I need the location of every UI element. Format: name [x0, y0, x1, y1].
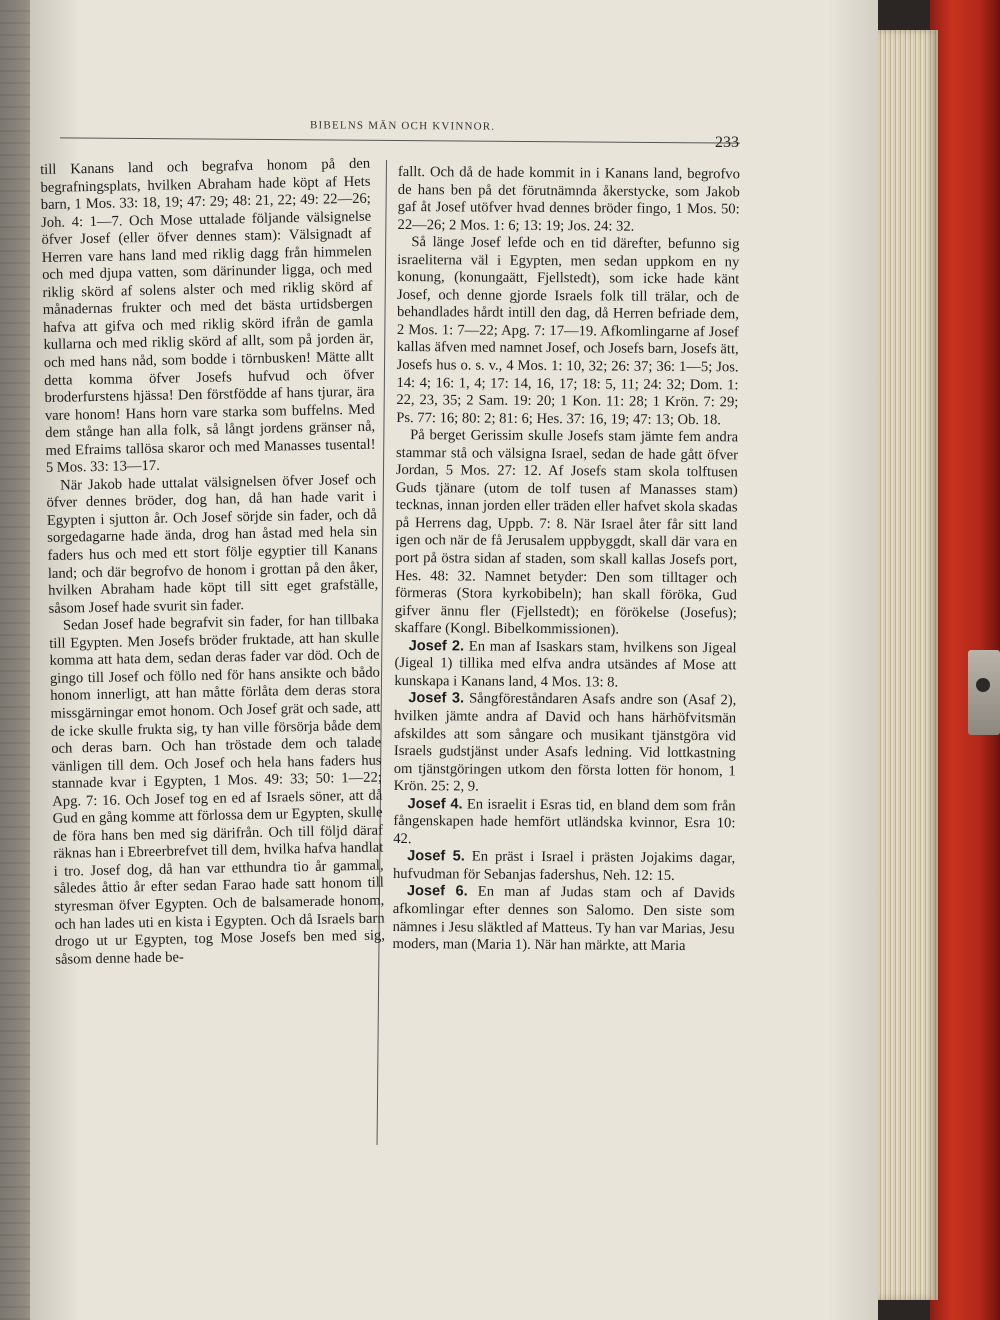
page-number: 233: [715, 134, 739, 151]
entry-heading: Josef 3.: [408, 690, 465, 707]
paragraph: När Jakob hade uttalat välsignelsen öfver Josef och öfver dennes bröder, dog han, då han hade varit i Egypten i sjutton år. Och Josef sörjde sin fader, och då sorgedagarne hade ända, drog han åstad med hela sin faders hus och med ett stort följe egyptier till Kanans land; och där begrofvo de honom i grottan på den åker, hvilken Abraham hade köpt till sitt eget grafställe, såsom Josef hade svurit sin fader.: [46, 471, 379, 617]
entry-josef-6: [392, 883, 734, 956]
page-edges: [878, 30, 938, 1300]
paragraph: till Kanans land och begrafva honom på den begrafningsplats, hvilken Abraham hade köpt af Hets barn, 1 Mos. 33: 18, 19; 47: 29; 48: 21, 22; 49: 22—26; Joh. 4: 1—7. Och Mose uttalade följande välsignelse öfver Josef (eller öfver dennes stam): Välsignadt af Herren vare hans land med riklig dagg från himmelen och med djupa vatten, som därinunder ligga, och med riklig skörd af solens alster och med riklig skörd af månadernas frukter och med det bästa urtidsbergen hafva att gifva och med riklig skörd ifrån de gamla kullarna och med riklig skörd af allt, som på jorden är, och med hans nåd, som bodde i törnbusken! Mätte allt detta komma öfver Josefs hufvud och öfver broderfurstens hjässa! Den förstfödde af hans tjurar, ära vare honom! Hans horn vare starka som buffelns. Med dem stånge han alla folk, så långt jordens gränser nå, med Efraims tallösa skaror och med Manasses tusental! 5 Mos. 33: 13—17.: [40, 155, 376, 477]
entry-heading: Josef 4.: [407, 795, 463, 813]
entry-heading: Josef 5.: [407, 848, 465, 865]
entry-text: En man af Judas stam och af Davids afkomlingar efter dennes son Salomo. Den siste som nämnes i Jesu släktled af Matteus. Ty han var Marias, Jesu moders, man (Maria 1). När han märkte, att Maria: [392, 883, 735, 955]
entry-text: Sångföreståndaren Asafs andre son (Asaf 2), hvilken jämte andra af David och hans härhöfvitsmän afskildes att som sångare och musikant tjänstgöra vid Israels gudstjänst under Asafs ledning. Vid lottkastning om tjänstgöringen utkom den första lotten för honom, 1 Krön. 25: 2, 9.: [393, 690, 737, 795]
left-column: [40, 156, 385, 969]
clip-hole: [976, 678, 990, 692]
entry-josef-5: [393, 848, 735, 885]
entry-text: En israelit i Esras tid, en bland dem som från fångenskapen hade hemfört utländska kvinnor, Esra 10: 42.: [393, 796, 736, 847]
previous-page-edge: [0, 0, 30, 1320]
entry-josef-3: [394, 690, 737, 798]
entry-josef-4: [393, 796, 735, 851]
right-column: [392, 164, 740, 956]
entry-heading: Josef 2.: [408, 637, 465, 655]
entry-josef-2: [394, 638, 736, 693]
paragraph: Sedan Josef hade begrafvit sin fader, for han tillbaka till Egypten. Men Josefs bröder fruktade, att han skulle komma att hata dem, sedan deras fader var död. Och de gingo till Josef och föllo ned för hans ansikte och bådo honom innerligt, att han måtte förlåta dem deras stora missgärningar emot honom. Och Josef grät och sade, att de icke skulle frukta sig, ty han ville försörja både dem och deras barn. Och han tröstade dem och talade vänligen till dem. Och Josef och hela hans faders hus stannade kvar i Egypten, 1 Mos. 49: 33; 50: 1—22; Apg. 7: 16. Och Josef tog en ed af Israels söner, att då Gud en gång komme att förlossa dem ur Egypten, skulle de föra hans ben med sig därifrån. Och till följd däraf räknas han i Ebreerbrefvet till dem, hvilka hafva handlat i tro. Josef dog, då han var etthundra tio år gammal, således åttio år efter sedan Farao hade satt honom till styresman öfver Egypten. Och de balsamerade honom, och han lades uti en kista i Egypten. Och då Israels barn drogo ut ur Egypten, tog Mose Josefs ben med sig, såsom denne hade be-: [49, 611, 386, 968]
paragraph: Så länge Josef lefde och en tid därefter, befunno sig israeliterna väl i Egypten, men sedan uppkom en ny konung, (konungaätt, Fjellstedt), som icke hade känt Josef, och denne gjorde Israels folk till trälar, och de behandlades hårdt intill den dag, då Herren befriade dem, 2 Mos. 1: 7—22; Apg. 7: 17—19. Afkomlingarne af Josef kallas äfven med namnet Josef, och Josefs barn, Josefs ätt, Josefs hus o. s. v., 4 Mos. 1: 10, 32; 26: 37; 36: 1—5; Jos. 14: 4; 16: 1, 4; 17: 14, 16, 17; 18: 5, 11; 24: 32; Dom. 1: 22, 23, 35; 2 Sam. 19: 20; 1 Kon. 11: 28; 1 Krön. 7: 29; Ps. 77: 16; 80: 2; 81: 6; Hes. 37: 16, 19; 47: 13; Ob. 18.: [396, 234, 740, 428]
running-title: BIBELNS MÄN OCH KVINNOR.: [309, 119, 496, 133]
paragraph: På berget Gerissim skulle Josefs stam jämte fem andra stammar stå och välsigna Israel, sedan de hade gått öfver Jordan, 5 Mos. 27: 12. Af Josefs stam skola tolftusen Guds tjänare (utom de tolf tusen af Manasses stam) tecknas, innan jorden eller träden eller hafvet skola skadas på Herrens dag, Uppb. 7: 8. När Israel åter får sitt land igen och när de få Jerusalem uppbyggdt, skall där vara en port på östra sidan af staden, som skall kallas Josefs port, Hes. 48: 32. Namnet betyder: Den som tilltager och förmeras (Stora kyrkobibeln); han skall föröka, Gud gifver ännu fler (Fjellstedt); en förökelse (Josefus); skaffare (Kongl. Bibelkommissionen).: [394, 427, 739, 638]
binder-clip: [968, 650, 1000, 735]
entry-heading: Josef 6.: [406, 883, 468, 900]
entry-text: En man af Isaskars stam, hvilkens son Jigeal (Jigeal 1) tillika med elfva andra utsändes af Mose att kunskapa i Kanans land, 4 Mos. 13: 8.: [394, 638, 737, 691]
entry-text: En präst i Israel i prästen Jojakims dagar, hufvudman för Sebanjas fadershus, Neh. 12: 15.: [392, 848, 736, 884]
paragraph: fallt. Och då de hade kommit in i Kanans land, begrofvo de hans ben på det förutnämnda åkerstycke, som Jakob gaf åt Josef utöfver hvad dennes bröder fingo, 1 Mos. 50: 22—26; 2 Mos. 1: 6; 13: 19; Jos. 24: 32.: [397, 164, 740, 235]
